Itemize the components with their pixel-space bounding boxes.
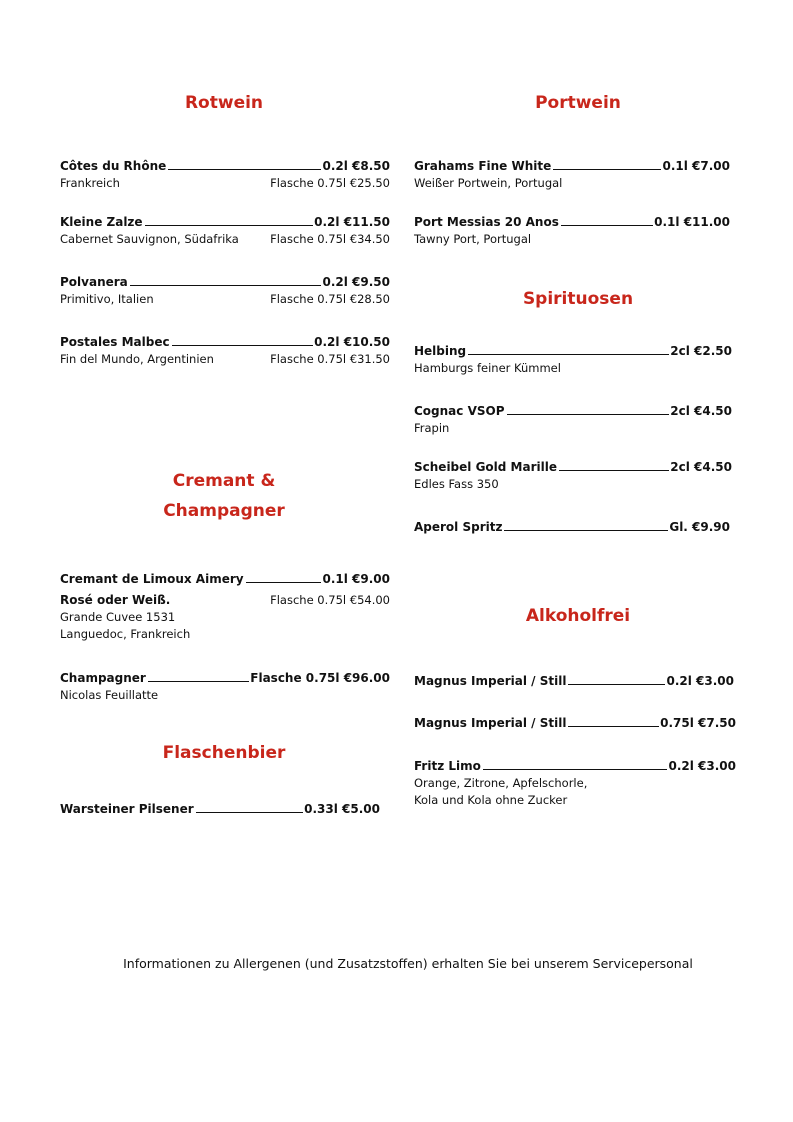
item-price: 0.2l €3.00 <box>666 674 734 688</box>
item-name: Helbing <box>414 344 467 358</box>
item-price: 0.75l €7.50 <box>660 716 736 730</box>
leader-line <box>196 801 304 813</box>
menu-item-magnus-imperial-02 <box>414 673 734 690</box>
item-name: Fritz Limo <box>414 759 481 773</box>
item-price: 2cl €4.50 <box>670 404 732 418</box>
item-description: Tawny Port, Portugal <box>414 232 532 246</box>
menu-item-warsteiner <box>60 801 380 818</box>
cremant-heading-line1: Cremant & <box>172 471 276 491</box>
menu-item-port-messias <box>414 214 730 248</box>
item-origin: Primitivo, Italien <box>60 292 154 306</box>
item-name: Grahams Fine White <box>414 159 552 173</box>
rotwein-heading: Rotwein <box>184 93 264 113</box>
menu-item-kleine-zalze <box>60 214 390 248</box>
flaschenbier-heading: Flaschenbier <box>162 743 286 763</box>
leader-line <box>568 715 659 727</box>
menu-item-champagner <box>60 670 390 704</box>
item-name: Postales Malbec <box>60 335 170 349</box>
item-description: Edles Fass 350 <box>414 477 499 491</box>
menu-item-cognac-vsop <box>414 403 732 437</box>
item-description: Grande Cuvee 1531 <box>60 610 176 624</box>
leader-line <box>148 670 249 682</box>
item-name: Warsteiner Pilsener <box>60 802 194 816</box>
item-flavors: Orange, Zitrone, Apfelschorle, <box>414 776 588 790</box>
leader-line <box>246 571 322 583</box>
item-region: Languedoc, Frankreich <box>60 627 191 641</box>
leader-line <box>568 673 665 685</box>
item-name: Cremant de Limoux Aimery <box>60 572 244 586</box>
item-price: 0.2l €3.00 <box>668 759 736 773</box>
alkoholfrei-heading: Alkoholfrei <box>525 606 631 626</box>
item-name: Kleine Zalze <box>60 215 143 229</box>
item-origin: Fin del Mundo, Argentinien <box>60 352 214 366</box>
item-name: Champagner <box>60 671 146 685</box>
menu-item-aperol-spritz <box>414 519 730 536</box>
cremant-heading-line2: Champagner <box>163 501 285 521</box>
item-name: Aperol Spritz <box>414 520 503 534</box>
menu-item-fritz-limo <box>414 758 736 809</box>
item-price: 0.2l €11.50 <box>314 215 390 229</box>
item-name: Polvanera <box>60 275 128 289</box>
item-description: Weißer Portwein, Portugal <box>414 176 563 190</box>
item-price: 0.1l €7.00 <box>662 159 730 173</box>
item-price: 2cl €4.50 <box>670 460 732 474</box>
item-name: Port Messias 20 Anos <box>414 215 559 229</box>
item-price: Flasche 0.75l €96.00 <box>250 671 390 685</box>
leader-line <box>504 519 668 531</box>
leader-line <box>553 158 661 170</box>
leader-line <box>468 343 669 355</box>
leader-line <box>172 334 314 346</box>
item-name: Scheibel Gold Marille <box>414 460 557 474</box>
leader-line <box>130 274 322 286</box>
item-price: 0.33l €5.00 <box>304 802 380 816</box>
menu-item-cremant-de-limoux <box>60 571 390 643</box>
item-variant: Rosé oder Weiß. <box>60 593 171 607</box>
item-origin: Cabernet Sauvignon, Südafrika <box>60 232 239 246</box>
item-bottle-price: Flasche 0.75l €25.50 <box>270 176 390 190</box>
allergen-note: Informationen zu Allergenen (und Zusatzstoffen) erhalten Sie bei unserem Servicepersonal <box>123 956 693 971</box>
item-price: Gl. €9.90 <box>669 520 730 534</box>
menu-item-postales-malbec <box>60 334 390 368</box>
menu-item-scheibel-gold-marille <box>414 459 732 493</box>
item-bottle-price: Flasche 0.75l €28.50 <box>270 292 390 306</box>
item-flavors-more: Kola und Kola ohne Zucker <box>414 793 568 807</box>
leader-line <box>483 758 668 770</box>
item-origin: Frankreich <box>60 176 120 190</box>
leader-line <box>507 403 670 415</box>
leader-line <box>561 214 653 226</box>
item-price: 0.2l €10.50 <box>314 335 390 349</box>
item-price: 0.2l €9.50 <box>322 275 390 289</box>
item-name: Magnus Imperial / Still <box>414 674 567 688</box>
item-bottle-price: Flasche 0.75l €54.00 <box>270 593 390 607</box>
item-price: 0.1l €11.00 <box>654 215 730 229</box>
item-price: 2cl €2.50 <box>670 344 732 358</box>
item-name: Cognac VSOP <box>414 404 505 418</box>
menu-item-polvanera <box>60 274 390 308</box>
item-price: 0.1l €9.00 <box>322 572 390 586</box>
leader-line <box>145 214 314 226</box>
item-description: Nicolas Feuillatte <box>60 688 159 702</box>
spirituosen-heading: Spirituosen <box>522 289 634 309</box>
leader-line <box>559 459 669 471</box>
leader-line <box>168 158 321 170</box>
menu-item-magnus-imperial-075 <box>414 715 736 732</box>
portwein-heading: Portwein <box>535 93 621 113</box>
menu-item-cotes-du-rhone <box>60 158 390 192</box>
item-description: Hamburgs feiner Kümmel <box>414 361 561 375</box>
item-price: 0.2l €8.50 <box>322 159 390 173</box>
item-description: Frapin <box>414 421 450 435</box>
menu-item-helbing <box>414 343 732 377</box>
item-bottle-price: Flasche 0.75l €34.50 <box>270 232 390 246</box>
item-bottle-price: Flasche 0.75l €31.50 <box>270 352 390 366</box>
menu-item-grahams-fine-white <box>414 158 730 192</box>
item-name: Côtes du Rhône <box>60 159 167 173</box>
item-name: Magnus Imperial / Still <box>414 716 567 730</box>
